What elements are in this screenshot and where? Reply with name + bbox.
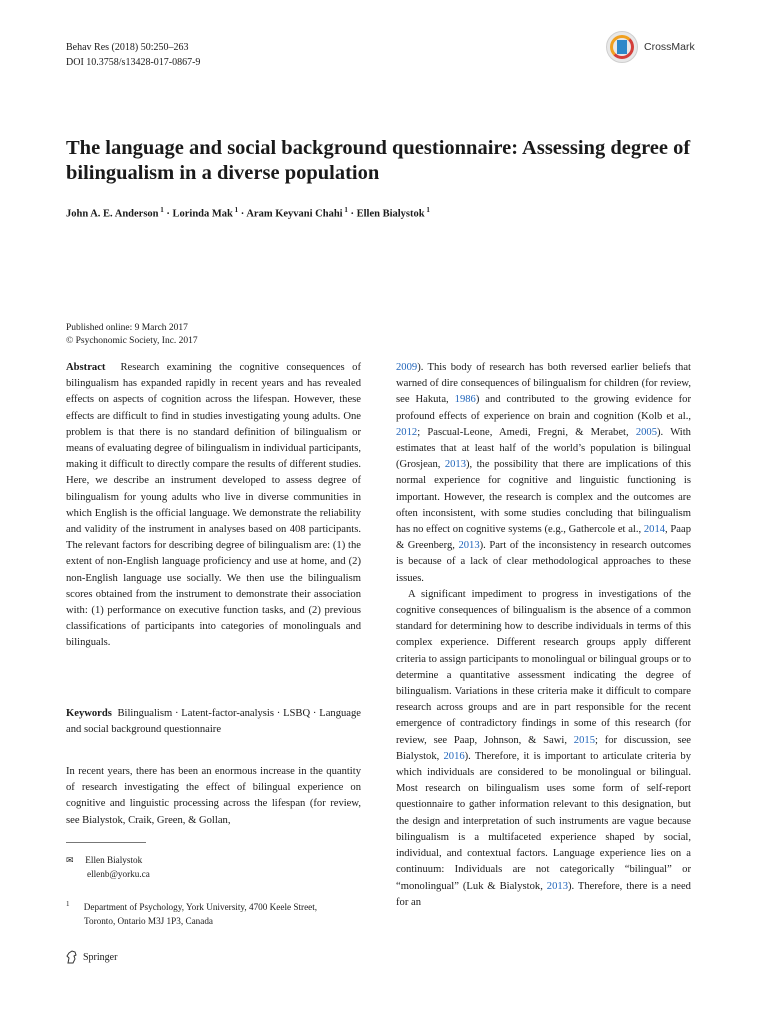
citation-link[interactable]: 2013 [546, 880, 568, 892]
author-name[interactable]: Lorinda Mak [172, 208, 233, 220]
body-text: ). Therefore, it is important to articulate criteria by which individuals are considered to be monolingual or bilingual. Most research on bilingualism uses some form of self-report questionnaire to gather information relevant to this designation, but the design and interpretation of such instruments are vague because bilingualism is a multifaceted experience shaped by social, individual, and contextual factors. Language experience lies on a continuum: Individuals are not categorically “bilingual” or “monolingual” (Luk & Bialystok, [396, 750, 691, 892]
footnote-divider [66, 842, 146, 843]
body-text: ). Therefore, there is a need for an [396, 880, 691, 908]
affiliation-line-2: Toronto, Ontario M3J 1P3, Canada [84, 915, 213, 926]
keywords [66, 706, 361, 738]
citation-link[interactable]: 2014 [643, 524, 666, 536]
publisher-logo [66, 950, 117, 964]
body-text: ). This body of research has both reversed earlier beliefs that warned of dire consequences of bilingualism for children (for review, see Hakuta, [396, 362, 691, 406]
body-text: ; for discussion, see Bialystok, [396, 734, 691, 762]
copyright: © Psychonomic Society, Inc. 2017 [66, 336, 198, 346]
citation-link[interactable]: 2005 [635, 426, 658, 438]
body-text: ; Pascual-Leone, Amedi, Fregni, & Merabet, [417, 426, 636, 438]
citation-link[interactable]: 2009 [396, 362, 418, 373]
right-column [396, 360, 691, 911]
citation-link[interactable]: 2013 [458, 540, 480, 552]
citation-link[interactable]: 2012 [396, 426, 418, 438]
author-name[interactable]: Aram Keyvani Chahi [246, 208, 343, 220]
affiliation-line-1: Department of Psychology, York University, 4700 Keele Street, [83, 902, 318, 913]
citation-link[interactable]: 1986 [454, 394, 476, 406]
author-affiliation-mark: 1 [424, 206, 430, 214]
citation-link[interactable]: 2015 [573, 734, 595, 746]
body-paragraph [396, 587, 691, 911]
author-separator: · [238, 208, 247, 220]
body-text: A significant impediment to progress in investigations of the cognitive consequences of bilingualism is the absence of a common standard for determining how to describe individuals in terms of this complex experience. Different research groups apply different criteria to assign participants to monolingual or bilingual groups or to determine a quantitative assessment indicating the degree of bilingualism. Variations in these criteria make it difficult to compare research across groups and are in part responsible for the recent emergence of contradictory findings in some of this research (for review, see Paap, Johnson, & Sawi, [396, 588, 691, 746]
contact-name: Ellen Bialystok [85, 855, 143, 865]
crossmark-icon [606, 31, 638, 63]
author-affiliation-mark: 1 [232, 206, 239, 214]
body-paragraph [396, 360, 691, 587]
publication-info [66, 322, 198, 348]
affiliation-footnote [66, 898, 317, 928]
body-text: ). With estimates that at least half of the world’s population is bilingual (Grosjean, [396, 426, 691, 471]
author-name[interactable]: John A. E. Anderson [66, 208, 159, 220]
author-separator: · [163, 208, 173, 220]
author-affiliation-mark: 1 [342, 206, 348, 214]
intro-paragraph [66, 764, 361, 829]
author-list [66, 206, 430, 220]
contact-email[interactable]: ellenb@yorku.ca [87, 868, 150, 879]
body-text: ). Part of the inconsistency in research outcomes is because of a lack of clear methodological approaches to these issues. [396, 540, 692, 584]
abstract-label: Abstract [66, 362, 106, 373]
journal-citation: Behav Res (2018) 50:250–263 [66, 42, 189, 53]
affiliation-number: 1 [66, 900, 70, 908]
keywords-text: Bilingualism · Latent-factor-analysis · LSBQ · Language and social background questionnaire [66, 708, 361, 736]
crossmark-button[interactable] [606, 30, 726, 64]
body-text: ), the possibility that there are implications of this normal experience for cognitive and linguistic functioning is important. However, the research is complex and the outcomes are often inconsistent, with some studies concluding that bilingualism has no effect on cognitive systems (e.g., Gathercole et al., [396, 459, 691, 536]
abstract-text: Research examining the cognitive consequences of bilingualism has expanded rapidly in recent years and has revealed effects on aspects of cognition across the lifespan. However, these effects are difficult to find in studies investigating young adults. One problem is that there is no standard definition of bilingualism or means of evaluating degree of bilingualism in individual participants, making it difficult to directly compare the results of different studies. Here, we describe an instrument developed to assess degree of bilingualism for young adults who live in diverse communities in which English is the official language. We demonstrate the reliability and validity of the instrument in analyses based on 408 participants. The relevant factors for describing degree of bilingualism are: (1) the extent of non-English language proficiency and use at home, and (2) non-English language use socially. We then use the bilingualism scores obtained from the instrument to demonstrate their association with: (1) performance on executive function tasks, and (2) previous classifications of participants into categories of monolinguals and bilinguals. [66, 362, 361, 649]
keywords-label: Keywords [66, 708, 112, 719]
envelope-icon: ✉ [66, 855, 74, 865]
body-text: ) and contributed to the growing evidence for profound effects of experience on brain and cognition (Kolb et al., [396, 394, 691, 422]
body-text: , Paap & Greenberg, [396, 524, 692, 552]
author-name[interactable]: Ellen Bialystok [356, 208, 425, 220]
abstract [66, 360, 361, 652]
published-date: Published online: 9 March 2017 [66, 323, 188, 333]
intro-text: In recent years, there has been an enormous increase in the quantity of research investigating the effect of bilingual experience on cognitive and linguistic processing across the lifespan (for review, see Bialystok, Craik, Green, & Gollan, [66, 766, 361, 826]
publisher-name: Springer [83, 951, 118, 963]
doi-link[interactable]: DOI 10.3758/s13428-017-0867-9 [66, 57, 201, 68]
springer-horse-icon [66, 950, 78, 964]
article-title: The language and social background questionnaire: Assessing degree of bilingualism in a diverse population [66, 137, 691, 184]
citation-link[interactable]: 2016 [443, 750, 465, 762]
crossmark-label: CrossMark [644, 41, 695, 53]
journal-header [66, 40, 200, 70]
author-separator: · [347, 208, 357, 220]
citation-link[interactable]: 2013 [444, 459, 467, 471]
contact-footnote [66, 854, 150, 881]
author-affiliation-mark: 1 [158, 206, 164, 214]
left-column [66, 360, 361, 652]
